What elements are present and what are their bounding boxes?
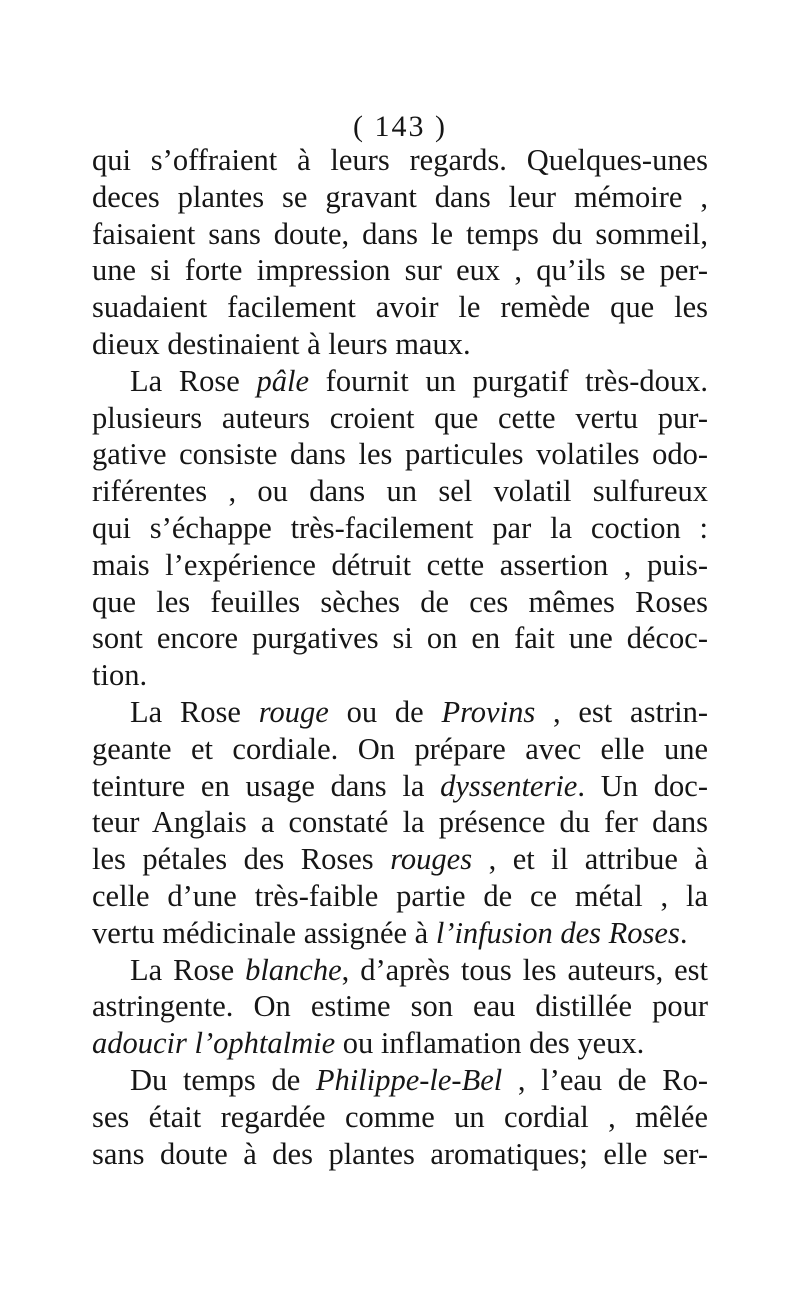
text-run: ou de [328, 694, 442, 729]
text-line: ses était regardée comme un cordial , mêlée [92, 1099, 708, 1134]
page-number: ( 143 ) [353, 110, 447, 143]
text-run: teinture en usage dans la [92, 768, 441, 803]
text-run: , est astrin- [535, 694, 708, 729]
text-line: qui s’échappe très-facilement par la coction : [92, 510, 708, 545]
text-run: les pétales des Roses [92, 842, 391, 877]
text-line: gative consiste dans les particules volatiles odo- [92, 437, 708, 472]
text-run: vertu médicinale assignée à [92, 915, 436, 950]
text-run: ou inflamation des yeux. [335, 1026, 645, 1061]
text-line: astringente. On estime son eau distillée pour [92, 989, 708, 1024]
text-line: tion. [92, 658, 148, 693]
text-line [92, 1025, 708, 1062]
italic-term: l’infusion des Roses [435, 915, 680, 950]
text-line: teur Anglais a constaté la présence du fer dans [92, 805, 708, 840]
text-line: mais l’expérience détruit cette assertion , puis- [92, 547, 708, 582]
text-line: faisaient sans doute, dans le temps du sommeil, [92, 216, 708, 251]
text-line [92, 1062, 708, 1099]
text-run: Du temps de [130, 1062, 316, 1097]
text-run: . Un doc- [577, 768, 708, 803]
text-line: suadaient facilement avoir le remède que les [92, 290, 708, 325]
text-line: plusieurs auteurs croient que cette vertu pur- [92, 400, 708, 435]
italic-term: pâle [256, 363, 310, 398]
text-line: geante et cordiale. On prépare avec elle une [92, 731, 708, 766]
text-run: , l’eau de Ro- [502, 1062, 709, 1097]
italic-term: blanche [245, 952, 342, 987]
text-line: sans doute à des plantes aromatiques; elle ser- [92, 1136, 708, 1171]
text-line: sont encore purgatives si on en fait une décoc- [92, 621, 708, 656]
text-run: , et il attribue à [472, 842, 708, 877]
text-line: qui s’offraient à leurs regards. Quelques-unes [92, 143, 708, 177]
text-line [92, 841, 708, 878]
text-line: celle d’une très-faible partie de ce métal , la [92, 878, 708, 913]
text-line [92, 768, 708, 805]
italic-term: dyssenterie [440, 768, 578, 803]
text-line [92, 915, 708, 952]
text-run: La Rose [130, 952, 246, 987]
text-run: La Rose [130, 694, 259, 729]
body-text [92, 142, 708, 1172]
text-line: que les feuilles sèches de ces mêmes Roses [92, 584, 708, 619]
text-line: dieux destinaient à leurs maux. [92, 326, 471, 361]
text-run: La Rose [130, 363, 257, 398]
text-line: deces plantes se gravant dans leur mémoire , [92, 179, 708, 214]
text-run: , d’après tous les auteurs, est [341, 952, 709, 987]
text-run: . [679, 915, 688, 950]
italic-term: Provins [441, 694, 536, 729]
text-line [92, 952, 708, 989]
italic-term: Philippe-le-Bel [315, 1062, 503, 1097]
italic-term: rouge [258, 694, 329, 729]
text-line [92, 694, 708, 731]
italic-term: adoucir l’ophtalmie [92, 1026, 336, 1061]
text-line: riférentes , ou dans un sel volatil sulfureux [92, 474, 708, 509]
text-line: une si forte impression sur eux , qu’ils se per- [92, 253, 708, 288]
text-line [92, 363, 708, 400]
italic-term: rouges [390, 842, 473, 877]
text-run: fournit un purgatif très-doux. [309, 363, 708, 398]
